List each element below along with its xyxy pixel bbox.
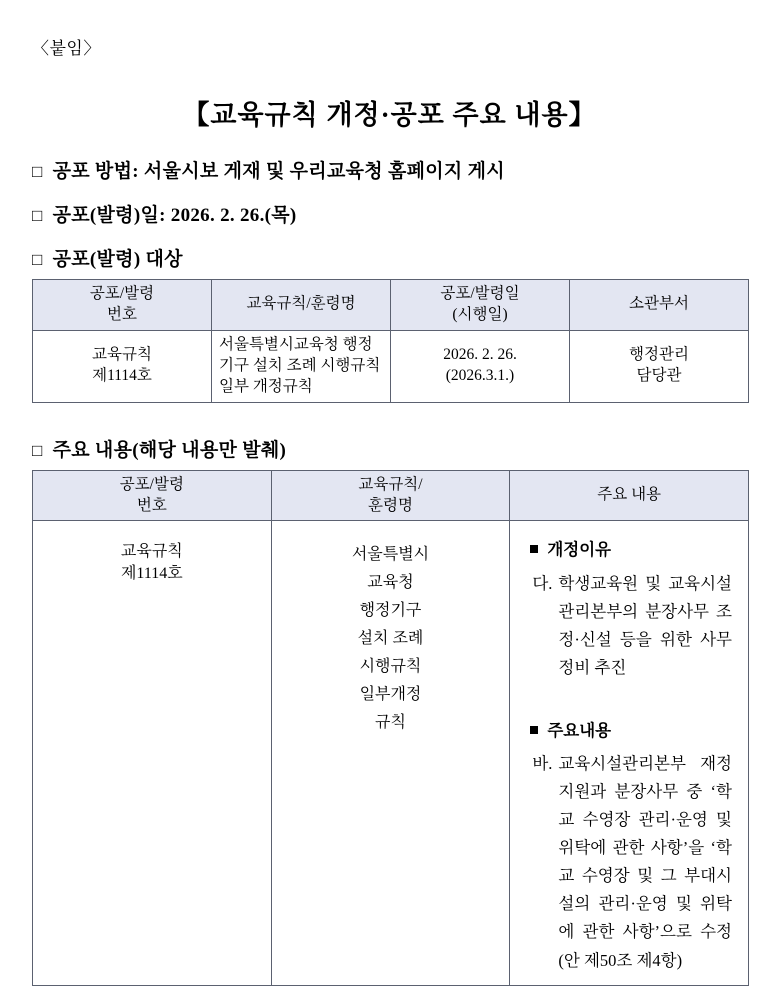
section-heading-main-content — [32, 435, 749, 462]
cell-rule-name: 서울특별시교육청 행정기구 설치 조례 시행규칙 일부 개정규칙 — [212, 330, 391, 402]
info-line-publish-date-text: 공포(발령)일: 2026. 2. 26.(목) — [52, 205, 297, 226]
content-block-details-heading: 주요내용 — [530, 720, 732, 742]
cell-number: 교육규칙 제1114호 — [33, 330, 212, 402]
section-heading-main-content-text: 주요 내용(해당 내용만 발췌) — [52, 439, 287, 461]
square-bullet-icon: □ — [32, 440, 43, 460]
content-item — [532, 750, 732, 974]
col-header-number: 공포/발령 번호 — [33, 280, 212, 331]
section-gap — [30, 403, 749, 435]
col-header-main-content: 주요 내용 — [510, 470, 749, 521]
page-title: 【교육규칙 개정·공포 주요 내용】 — [182, 100, 597, 130]
table-header-row — [33, 470, 749, 521]
cell-rule-name: 서울특별시 교육청 행정기구 설치 조례 시행규칙 일부개정 규칙 — [271, 521, 510, 985]
square-bullet-icon: □ — [32, 250, 43, 269]
info-line-publish-date — [32, 200, 749, 227]
cell-date: 2026. 2. 26. (2026.3.1.) — [391, 330, 570, 402]
info-line-publish-method-text: 공포 방법: 서울시보 게재 및 우리교육청 홈페이지 게시 — [52, 161, 505, 182]
filled-square-bullet-icon — [530, 545, 538, 553]
table-row — [33, 521, 749, 985]
table-row — [33, 330, 749, 402]
content-item-text: 학생교육원 및 교육시설관리본부의 분장사무 조정·신설 등을 위한 사무 정비 추진 — [558, 573, 732, 677]
attachment-tag: 〈붙임〉 — [32, 39, 101, 58]
cell-main-content — [510, 521, 749, 985]
content-item — [532, 570, 732, 682]
main-content-table — [32, 470, 749, 986]
info-line-publish-method — [32, 156, 749, 183]
content-item-label: 바. — [532, 754, 553, 774]
table-header-row — [33, 280, 749, 331]
col-header-rule-name: 교육규칙/훈령명 — [212, 280, 391, 331]
targets-table — [32, 279, 749, 403]
content-item-text: 교육시설관리본부 재정지원과 분장사무 중 ‘학교 수영장 관리·운영 및 위탁에 관한 사항’을 ‘학교 수영장 및 그 부대시설의 관리·운영 및 위탁에 관한 사항’으로 수정(안 제50조 제4항) — [558, 754, 732, 970]
content-item-label: 다. — [532, 573, 553, 593]
col-header-department: 소관부서 — [570, 280, 749, 331]
cell-number: 교육규칙 제1114호 — [33, 521, 272, 985]
content-block-details — [526, 720, 732, 975]
section-heading-targets — [32, 244, 749, 271]
filled-square-bullet-icon — [530, 726, 538, 734]
content-block-reason — [526, 539, 732, 681]
square-bullet-icon: □ — [32, 206, 43, 225]
col-header-date: 공포/발령일 (시행일) — [391, 280, 570, 331]
col-header-number: 공포/발령 번호 — [33, 470, 272, 521]
cell-department: 행정관리 담당관 — [570, 330, 749, 402]
square-bullet-icon: □ — [32, 162, 43, 181]
block-spacer — [526, 704, 732, 720]
content-block-reason-heading: 개정이유 — [530, 539, 732, 561]
section-heading-targets-text: 공포(발령) 대상 — [52, 249, 183, 270]
col-header-rule-name: 교육규칙/ 훈령명 — [271, 470, 510, 521]
